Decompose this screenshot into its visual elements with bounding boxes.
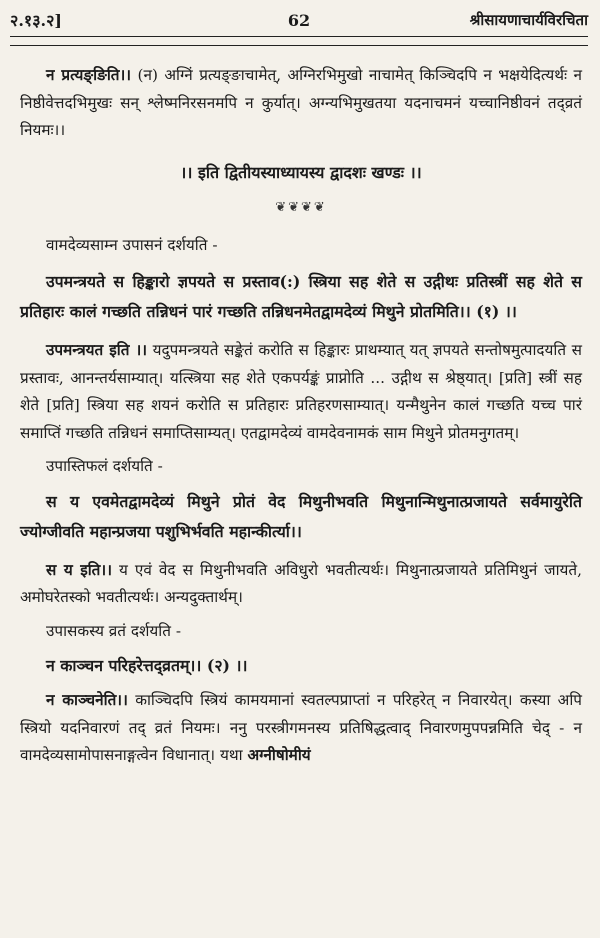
intro-line: उपासकस्य व्रतं दर्शयति - [46, 621, 182, 640]
commentary-paragraph [20, 557, 582, 612]
intro-line: वामदेव्यसाम्न उपासनं दर्शयति - [46, 235, 218, 254]
commentary-paragraph [20, 337, 582, 447]
mantra-text: उपमन्त्रयते स हिङ्कारो ज्ञपयते स प्रस्ताव(:) स्त्रिया सह शेते स उद्गीथः प्रतिस्त्रीं सह शेते स प्रतिहारः कालं गच्छति तन्निधनं पारं गच्छति तन्निधनमेतद्वामदेव्यं मिथुने प्रोतमिति।। (१) ।। [20, 272, 582, 321]
header-divider [10, 36, 588, 46]
commentary-paragraph [20, 62, 582, 145]
commentary-bold-term: अग्नीषोमीयं [247, 746, 311, 764]
section-colophon: ।। इति द्वितीयस्याध्यायस्य द्वादशः खण्डः ।। [180, 162, 422, 182]
commentary-text: काञ्चिदपि स्त्रियं कामयमानां स्वतल्पप्राप्तां न परिहरेत् न निवारयेत्। कस्या अपि स्त्रियो यदनिवारणं तद् व्रतं नियमः। ननु परस्त्रीगमनस्य प्रतिषिद्धत्वाद् निवारणमुपपन्नमिति चेद् - न वामदेव्यसामोपासनाङ्गत्वेन विधानात्। यथा [20, 691, 582, 764]
commentary-text: यदुपमन्त्रयते सङ्केतं करोति स हिङ्कारः प्राथम्यात् यत् ज्ञपयते सन्तोषमुत्पादयति स प्रस्तावः, आनन्तर्यसाम्यात्। यत्स्त्रिया सह शेते एकपर्यङ्कं प्राप्नोति ... उद्गीथ स श्रेष्ठ्यात्। [प्रति] स्त्रीं सह शेते [प्रति] स्त्रिया सह शयनं करोति स प्रतिहारः प्रतिहरणसाम्यात्। यन्मैथुनेन कालं गच्छति यच्च पारं समाप्तिं गच्छति तन्निधनं समाप्तिसाम्यत्। एतद्वामदेव्यं वामदेवनामकं साम मिथुने प्रोतमनुगतम्। [20, 341, 582, 442]
commentary-lead: उपमन्त्रयत इति ।। [46, 341, 148, 359]
commentary-lead: स य इति।। [46, 560, 112, 579]
page-body [20, 62, 582, 938]
mantra-text: स य एवमेतद्वामदेव्यं मिथुने प्रोतं वेद मिथुनीभवति मिथुनान्मिथुनात्प्रजायते सर्वमायुरेति ज्योग्जीवति महान्प्रजया पशुभिर्भवति महान्कीर्त्या।। [20, 491, 582, 541]
commentary-paragraph [20, 687, 582, 770]
commentary-lead: न प्रत्यङ्ङिति।। [46, 66, 132, 84]
commentary-lead: न काञ्चनेति।। [46, 691, 128, 709]
section-number: २.१३.२] [10, 11, 62, 30]
commentary-text: (न) अग्निं प्रत्यङ्ङाचामेत्, अग्निरभिमुखो नाचामेत् किञ्चिदपि न भक्षयेदित्यर्थः न निष्ठीवेत्तदभिमुखः सन् श्लेष्मनिरसनमपि न कुर्यात्। अग्न्यभिमुखतया यदनाचमनं यच्चानिष्ठीवनं तद्व्रतं नियमः।। [20, 66, 582, 139]
mantra-text: न काञ्चन परिहरेत्तद्व्रतम्।। (२) ।। [46, 656, 248, 675]
ornament-divider-icon: ❦❦❦❦ [275, 200, 327, 215]
page-number: 62 [287, 10, 311, 30]
book-title: श्रीसायणाचार्यविरचिता [469, 11, 588, 29]
commentary-text: य एवं वेद स मिथुनीभवति अविधुरो भवतीत्यर्थः। मिथुनात्प्रजायते प्रतिमिथुनं जायते, अमोघरेतस्को भवतीत्यर्थः। अन्यदुक्तार्थम्। [20, 560, 582, 606]
page-header [10, 6, 588, 34]
intro-line: उपास्तिफलं दर्शयति - [46, 457, 163, 475]
